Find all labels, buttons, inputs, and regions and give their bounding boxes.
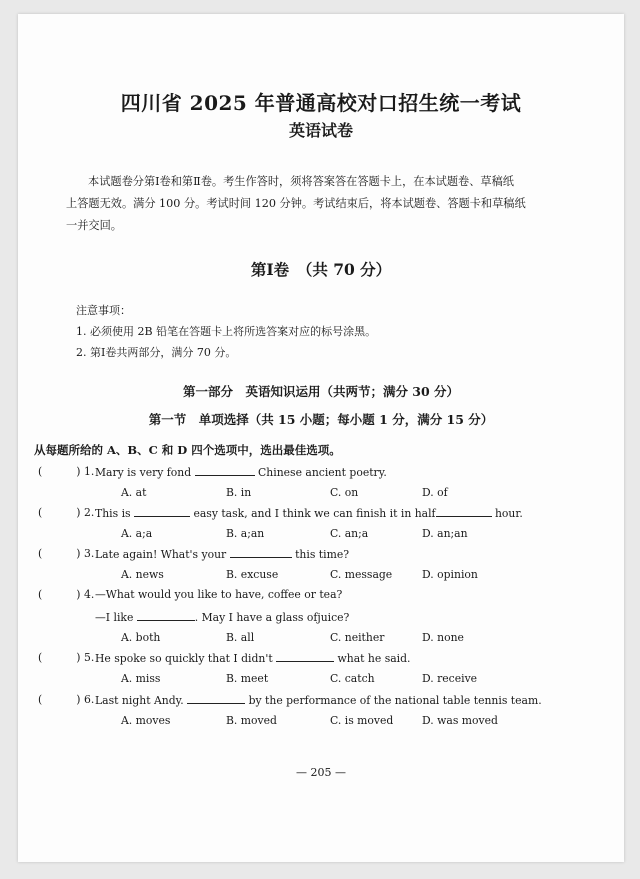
option-c: C. an;a (330, 527, 369, 540)
option-a: A. at (121, 486, 147, 499)
answer-blank (436, 506, 492, 517)
instruction-text: 从每题所给的 A、B、C 和 D 四个选项中，选出最佳选项。 (34, 443, 341, 457)
answer-blank (134, 506, 190, 517)
option-b: B. all (226, 631, 255, 644)
question-number: 1. (84, 465, 95, 478)
intro-line-3: 一并交回。 (66, 219, 122, 232)
answer-bracket[interactable]: ( ) (38, 693, 81, 706)
option-b: B. excuse (226, 568, 279, 581)
answer-bracket[interactable]: ( ) (38, 547, 81, 560)
note-item: 2. 第Ⅰ卷共两部分，满分 70 分。 (76, 346, 237, 359)
option-c: C. on (330, 486, 359, 499)
option-a: A. moves (121, 714, 171, 727)
question-number: 3. (84, 547, 95, 560)
option-c: C. neither (330, 631, 385, 644)
option-b: B. meet (226, 672, 269, 685)
option-d: D. of (422, 486, 448, 499)
intro-line-1: 本试题卷分第Ⅰ卷和第Ⅱ卷。考生作答时，须将答案答在答题卡上，在本试题卷、草稿纸 (88, 175, 514, 188)
intro-line-2: 上答题无效。满分 100 分。考试时间 120 分钟。考试结束后，将本试题卷、答题卡和草稿纸 (66, 197, 526, 210)
note-item: 1. 必须使用 2B 铅笔在答题卡上将所选答案对应的标号涂黑。 (76, 325, 377, 338)
answer-blank (187, 693, 245, 704)
intro-paragraph (66, 171, 546, 237)
question-number: 2. (84, 506, 95, 519)
option-c: C. catch (330, 672, 375, 685)
question-number: 4. (84, 588, 95, 601)
answer-blank (137, 610, 195, 621)
notes-heading: 注意事项： (76, 304, 131, 317)
answer-bracket[interactable]: ( ) (38, 588, 81, 601)
option-d: D. an;an (422, 527, 468, 540)
option-a: A. news (121, 568, 164, 581)
option-d: D. none (422, 631, 464, 644)
exam-title: 四川省 2025 年普通高校对口招生统一考试 (120, 91, 522, 115)
section-heading: 第一节 单项选择（共 15 小题；每小题 1 分，满分 15 分） (148, 412, 494, 427)
option-b: B. moved (226, 714, 277, 727)
question-reply: —I like . May I have a glass ofjuice? (95, 611, 350, 624)
answer-bracket[interactable]: ( ) (38, 506, 81, 519)
option-a: A. a;a (121, 527, 153, 540)
page-number: — 205 — (296, 766, 346, 779)
question-stem: Last night Andy. by the performance of the national table tennis team. (95, 694, 542, 707)
option-a: A. miss (121, 672, 161, 685)
part-title: 第Ⅰ卷 （共 70 分） (250, 260, 392, 279)
answer-bracket[interactable]: ( ) (38, 465, 81, 478)
option-c: C. message (330, 568, 393, 581)
question-number: 6. (84, 693, 95, 706)
question-stem: Late again! What's your this time? (95, 548, 350, 561)
answer-blank (230, 547, 292, 558)
option-a: A. both (121, 631, 161, 644)
answer-bracket[interactable]: ( ) (38, 651, 81, 664)
option-b: B. in (226, 486, 252, 499)
question-stem: He spoke so quickly that I didn't what he said. (95, 652, 411, 665)
option-d: D. receive (422, 672, 478, 685)
question-number: 5. (84, 651, 95, 664)
question-stem: This is easy task, and I think we can finish it in half hour. (95, 507, 523, 520)
question-stem: —What would you like to have, coffee or tea? (95, 588, 343, 601)
part-heading: 第一部分 英语知识运用（共两节；满分 30 分） (182, 384, 460, 399)
option-d: D. was moved (422, 714, 498, 727)
exam-page (18, 14, 624, 862)
exam-subtitle: 英语试卷 (288, 121, 353, 140)
option-d: D. opinion (422, 568, 478, 581)
answer-blank (195, 465, 255, 476)
option-c: C. is moved (330, 714, 394, 727)
option-b: B. a;an (226, 527, 265, 540)
answer-blank (276, 651, 334, 662)
question-stem: Mary is very fond Chinese ancient poetry. (95, 466, 387, 479)
